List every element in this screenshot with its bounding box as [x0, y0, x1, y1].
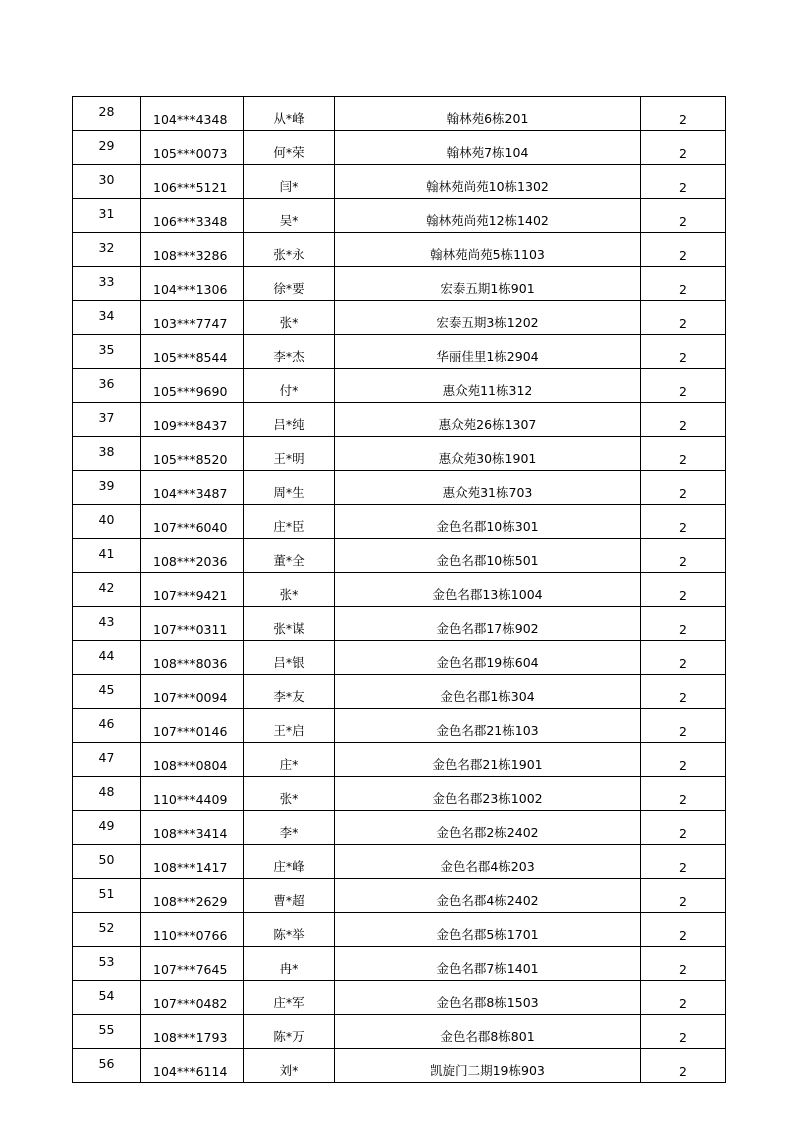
- table-body: [73, 97, 726, 1083]
- id-number-cell: 108***3286: [141, 233, 244, 267]
- table-row: [73, 709, 726, 743]
- table-row: [73, 165, 726, 199]
- count-cell: 2: [641, 97, 726, 131]
- id-number-cell: 108***8036: [141, 641, 244, 675]
- row-number-cell: 30: [73, 165, 141, 199]
- row-number-cell: 42: [73, 573, 141, 607]
- table-row: [73, 539, 726, 573]
- id-number-cell: 107***9421: [141, 573, 244, 607]
- address-cell: 金色名郡10栋501: [335, 539, 641, 573]
- row-number-cell: 43: [73, 607, 141, 641]
- address-cell: 金色名郡21栋1901: [335, 743, 641, 777]
- name-cell: 张*: [244, 777, 335, 811]
- count-cell: 2: [641, 777, 726, 811]
- address-cell: 翰林苑7栋104: [335, 131, 641, 165]
- count-cell: 2: [641, 539, 726, 573]
- table-row: [73, 1049, 726, 1083]
- row-number-cell: 49: [73, 811, 141, 845]
- name-cell: 张*谋: [244, 607, 335, 641]
- count-cell: 2: [641, 369, 726, 403]
- table-row: [73, 403, 726, 437]
- row-number-cell: 40: [73, 505, 141, 539]
- count-cell: 2: [641, 505, 726, 539]
- id-number-cell: 105***8544: [141, 335, 244, 369]
- table-row: [73, 879, 726, 913]
- name-cell: 吕*纯: [244, 403, 335, 437]
- id-number-cell: 107***0482: [141, 981, 244, 1015]
- count-cell: 2: [641, 233, 726, 267]
- count-cell: 2: [641, 573, 726, 607]
- count-cell: 2: [641, 845, 726, 879]
- name-cell: 李*杰: [244, 335, 335, 369]
- address-cell: 翰林苑尚苑10栋1302: [335, 165, 641, 199]
- row-number-cell: 52: [73, 913, 141, 947]
- row-number-cell: 38: [73, 437, 141, 471]
- name-cell: 闫*: [244, 165, 335, 199]
- name-cell: 庄*军: [244, 981, 335, 1015]
- name-cell: 张*: [244, 573, 335, 607]
- table-row: [73, 301, 726, 335]
- address-cell: 惠众苑30栋1901: [335, 437, 641, 471]
- table-row: [73, 743, 726, 777]
- address-cell: 翰林苑尚苑12栋1402: [335, 199, 641, 233]
- address-cell: 金色名郡5栋1701: [335, 913, 641, 947]
- name-cell: 王*启: [244, 709, 335, 743]
- name-cell: 董*全: [244, 539, 335, 573]
- count-cell: 2: [641, 199, 726, 233]
- name-cell: 庄*臣: [244, 505, 335, 539]
- row-number-cell: 39: [73, 471, 141, 505]
- name-cell: 张*永: [244, 233, 335, 267]
- address-cell: 翰林苑尚苑5栋1103: [335, 233, 641, 267]
- id-number-cell: 107***7645: [141, 947, 244, 981]
- id-number-cell: 103***7747: [141, 301, 244, 335]
- table-row: [73, 607, 726, 641]
- id-number-cell: 107***0146: [141, 709, 244, 743]
- address-cell: 金色名郡21栋103: [335, 709, 641, 743]
- table-row: [73, 641, 726, 675]
- row-number-cell: 31: [73, 199, 141, 233]
- row-number-cell: 48: [73, 777, 141, 811]
- name-cell: 刘*: [244, 1049, 335, 1083]
- address-cell: 宏泰五期3栋1202: [335, 301, 641, 335]
- table-row: [73, 573, 726, 607]
- name-cell: 庄*: [244, 743, 335, 777]
- table-row: [73, 811, 726, 845]
- row-number-cell: 28: [73, 97, 141, 131]
- address-cell: 金色名郡10栋301: [335, 505, 641, 539]
- row-number-cell: 36: [73, 369, 141, 403]
- table-row: [73, 913, 726, 947]
- row-number-cell: 29: [73, 131, 141, 165]
- row-number-cell: 50: [73, 845, 141, 879]
- count-cell: 2: [641, 811, 726, 845]
- address-cell: 金色名郡17栋902: [335, 607, 641, 641]
- name-cell: 曹*超: [244, 879, 335, 913]
- table-row: [73, 981, 726, 1015]
- id-number-cell: 104***6114: [141, 1049, 244, 1083]
- name-cell: 吴*: [244, 199, 335, 233]
- address-cell: 金色名郡4栋203: [335, 845, 641, 879]
- table-row: [73, 1015, 726, 1049]
- row-number-cell: 55: [73, 1015, 141, 1049]
- count-cell: 2: [641, 1049, 726, 1083]
- count-cell: 2: [641, 743, 726, 777]
- table-row: [73, 505, 726, 539]
- table-row: [73, 777, 726, 811]
- address-cell: 金色名郡8栋801: [335, 1015, 641, 1049]
- count-cell: 2: [641, 641, 726, 675]
- table-row: [73, 369, 726, 403]
- table-row: [73, 97, 726, 131]
- id-number-cell: 108***0804: [141, 743, 244, 777]
- id-number-cell: 105***0073: [141, 131, 244, 165]
- id-number-cell: 108***2036: [141, 539, 244, 573]
- name-cell: 冉*: [244, 947, 335, 981]
- id-number-cell: 105***8520: [141, 437, 244, 471]
- address-cell: 金色名郡7栋1401: [335, 947, 641, 981]
- address-cell: 金色名郡2栋2402: [335, 811, 641, 845]
- count-cell: 2: [641, 981, 726, 1015]
- table-row: [73, 335, 726, 369]
- name-cell: 陈*万: [244, 1015, 335, 1049]
- id-number-cell: 108***2629: [141, 879, 244, 913]
- count-cell: 2: [641, 675, 726, 709]
- row-number-cell: 37: [73, 403, 141, 437]
- name-cell: 庄*峰: [244, 845, 335, 879]
- table-row: [73, 267, 726, 301]
- id-number-cell: 106***3348: [141, 199, 244, 233]
- address-cell: 惠众苑31栋703: [335, 471, 641, 505]
- count-cell: 2: [641, 1015, 726, 1049]
- row-number-cell: 47: [73, 743, 141, 777]
- count-cell: 2: [641, 165, 726, 199]
- address-cell: 宏泰五期1栋901: [335, 267, 641, 301]
- address-cell: 华丽佳里1栋2904: [335, 335, 641, 369]
- count-cell: 2: [641, 913, 726, 947]
- count-cell: 2: [641, 267, 726, 301]
- count-cell: 2: [641, 301, 726, 335]
- name-cell: 从*峰: [244, 97, 335, 131]
- name-cell: 付*: [244, 369, 335, 403]
- id-number-cell: 108***1793: [141, 1015, 244, 1049]
- row-number-cell: 46: [73, 709, 141, 743]
- name-cell: 周*生: [244, 471, 335, 505]
- count-cell: 2: [641, 403, 726, 437]
- data-table-container: [72, 96, 726, 1083]
- id-number-cell: 104***3487: [141, 471, 244, 505]
- table-row: [73, 199, 726, 233]
- count-cell: 2: [641, 947, 726, 981]
- count-cell: 2: [641, 709, 726, 743]
- row-number-cell: 35: [73, 335, 141, 369]
- row-number-cell: 51: [73, 879, 141, 913]
- address-cell: 凯旋门二期19栋903: [335, 1049, 641, 1083]
- address-cell: 惠众苑26栋1307: [335, 403, 641, 437]
- name-cell: 王*明: [244, 437, 335, 471]
- address-cell: 金色名郡8栋1503: [335, 981, 641, 1015]
- row-number-cell: 54: [73, 981, 141, 1015]
- address-cell: 金色名郡23栋1002: [335, 777, 641, 811]
- table-row: [73, 947, 726, 981]
- row-number-cell: 53: [73, 947, 141, 981]
- name-cell: 何*荣: [244, 131, 335, 165]
- table-row: [73, 233, 726, 267]
- name-cell: 李*友: [244, 675, 335, 709]
- table-row: [73, 675, 726, 709]
- name-cell: 李*: [244, 811, 335, 845]
- row-number-cell: 56: [73, 1049, 141, 1083]
- row-number-cell: 45: [73, 675, 141, 709]
- data-table: [72, 96, 726, 1083]
- name-cell: 陈*举: [244, 913, 335, 947]
- id-number-cell: 107***0094: [141, 675, 244, 709]
- address-cell: 金色名郡1栋304: [335, 675, 641, 709]
- row-number-cell: 44: [73, 641, 141, 675]
- id-number-cell: 104***1306: [141, 267, 244, 301]
- address-cell: 金色名郡4栋2402: [335, 879, 641, 913]
- id-number-cell: 108***3414: [141, 811, 244, 845]
- id-number-cell: 107***0311: [141, 607, 244, 641]
- table-row: [73, 845, 726, 879]
- id-number-cell: 106***5121: [141, 165, 244, 199]
- name-cell: 张*: [244, 301, 335, 335]
- count-cell: 2: [641, 607, 726, 641]
- address-cell: 金色名郡13栋1004: [335, 573, 641, 607]
- count-cell: 2: [641, 335, 726, 369]
- id-number-cell: 110***0766: [141, 913, 244, 947]
- address-cell: 金色名郡19栋604: [335, 641, 641, 675]
- count-cell: 2: [641, 471, 726, 505]
- table-row: [73, 437, 726, 471]
- id-number-cell: 105***9690: [141, 369, 244, 403]
- row-number-cell: 34: [73, 301, 141, 335]
- row-number-cell: 33: [73, 267, 141, 301]
- count-cell: 2: [641, 131, 726, 165]
- row-number-cell: 41: [73, 539, 141, 573]
- count-cell: 2: [641, 879, 726, 913]
- address-cell: 惠众苑11栋312: [335, 369, 641, 403]
- table-row: [73, 471, 726, 505]
- count-cell: 2: [641, 437, 726, 471]
- table-row: [73, 131, 726, 165]
- id-number-cell: 109***8437: [141, 403, 244, 437]
- address-cell: 翰林苑6栋201: [335, 97, 641, 131]
- id-number-cell: 104***4348: [141, 97, 244, 131]
- id-number-cell: 107***6040: [141, 505, 244, 539]
- name-cell: 吕*银: [244, 641, 335, 675]
- id-number-cell: 108***1417: [141, 845, 244, 879]
- name-cell: 徐*要: [244, 267, 335, 301]
- id-number-cell: 110***4409: [141, 777, 244, 811]
- row-number-cell: 32: [73, 233, 141, 267]
